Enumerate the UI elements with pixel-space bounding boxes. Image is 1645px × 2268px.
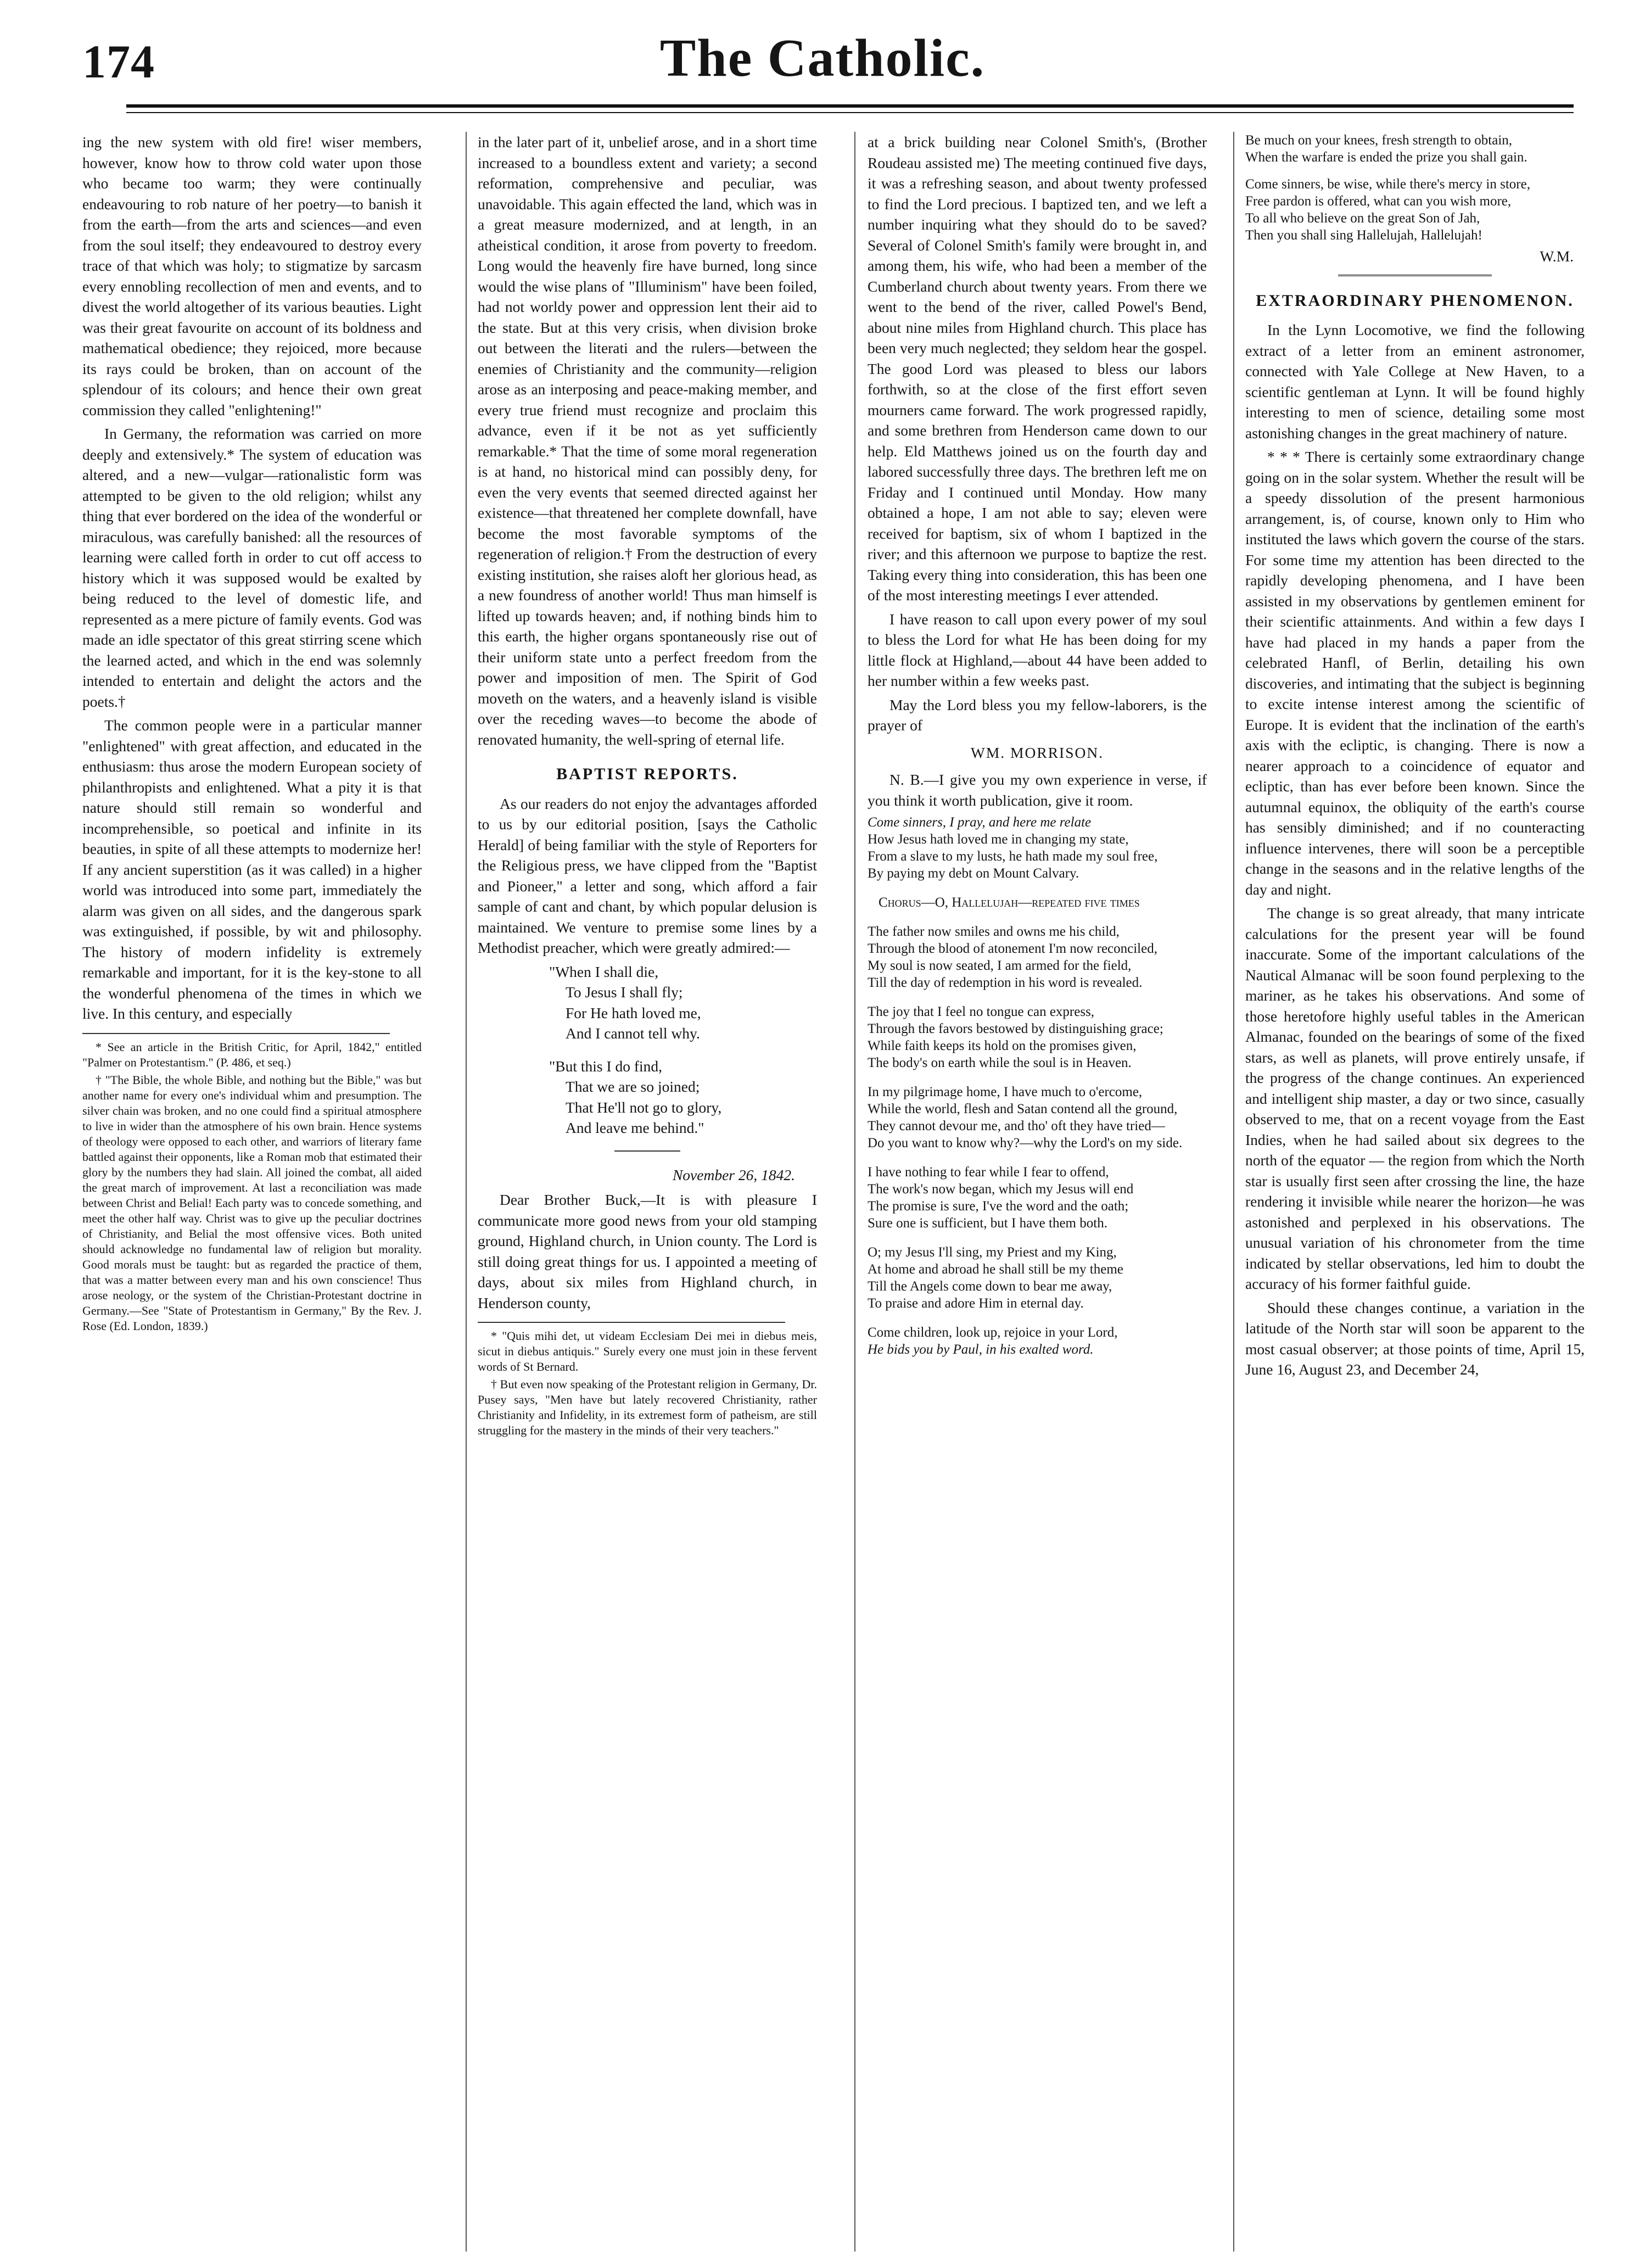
hymn-stanza [868,814,1207,882]
hymn-stanza [868,923,1207,991]
hymn-line: Do you want to know why?—why the Lord's on my side. [868,1136,1183,1150]
column-divider [854,132,855,2252]
letter-paragraph: May the Lord bless you my fellow-laborers, is the prayer of [868,696,1207,734]
article-paragraph: The common people were in a particular manner "enlightened" with great affection, and educated in the enthusiasm: thus arose the modern European society of philanthropists and enlightened. What a pity it is that nature should still remain so wonderful and incomprehensible, so poetical and infinite in its beauties, in spite of all these attempts to modernize her! If any ancient superstition (as it was called) in a higher world was introduced into some part, immediately the alarm was given on all sides, and the dangerous spark was extinguished, if possible, by wit and philosophy. The history of modern infidelity is extremely remarkable and important, for it is the key-stone to all the wonderful phenomena of the times in which we live. In this century, and especially [82,717,422,1022]
hymn-line: To praise and adore Him in eternal day. [868,1296,1084,1311]
header-rule-thin [126,112,1574,113]
hymn-line: They cannot devour me, and tho' oft they have tried— [868,1119,1165,1133]
header-rule [126,104,1574,108]
hymn-continued [1245,132,1585,244]
hymn-line: By paying my debt on Mount Calvary. [868,866,1079,881]
hymn-line: Through the blood of atonement I'm now reconciled, [868,941,1157,956]
article-paragraph: * * * There is certainly some extraordinary change going on in the solar system. Whether the result will be a speedy dissolution of the present harmonious arrangement, is, of course, known only to Him who instituted the laws which govern the course of the stars. For some time my attention has been directed to the rapidly developing phenomena, and I have been assisted in my observations by gentlemen eminent for their scientific attainments. And within a few days I have had placed in my hands a paper from the celebrated Hanfl, of Berlin, detailing his own discoveries, and intimating that the subject is beginning to excite intense interest among the scientific of Europe. It is evident that the inclination of the earth's axis with the ecliptic, is changing. There is now a nearer approach to a coincidence of equator and ecliptic, than has ever before been known. Since the autumnal equinox, the obliquity of the earth's course has sensibly diminished; and if no counteracting influence intervenes, there will soon be a perceptible change in the seasons and in the relative lengths of the day and night. [1245,448,1585,898]
verse-line: And I cannot tell why. [566,1025,700,1042]
hymn-line: While faith keeps its hold on the promises given, [868,1038,1137,1053]
hymn [868,814,1207,1358]
hymn-line: Till the Angels come down to bear me away, [868,1279,1112,1294]
footnote: * See an article in the British Critic, for April, 1842," entitled "Palmer on Protestantism." (P. 486, et seq.) [82,1040,422,1069]
verse-line: "But this I do find, [549,1057,663,1075]
article-paragraph: As our readers do not enjoy the advantages afforded to us by our editorial position, [says the Catholic Herald] of being familiar with the style of Reporters for the Religious press, we have clipped from the "Baptist and Pioneer," a letter and song, which afford a fair sample of cant and chant, by which popular delusion is maintained. We venture to premise some lines by a Methodist preacher, which were greatly admired:— [478,795,817,956]
hymn-stanza [868,1083,1207,1152]
hymn-line: Through the favors bestowed by distinguishing grace; [868,1021,1163,1036]
verse-stanza [478,962,817,1044]
hymn-line: Sure one is sufficient, but I have them both. [868,1216,1107,1231]
column-4 [1245,132,1585,2252]
verse-line: That He'll not go to glory, [566,1098,722,1116]
article-paragraph: in the later part of it, unbelief arose, and in a short time increased to a boundless extent and variety; a second reformation, comprehensive and peculiar, was unavoidable. This again effected the land, which was in a great measure modernized, and at length, in an atheistical condition, it arose from poverty to freedom. Long would the heavenly fire have burned, long since would the wise plans of "Illuminism" have been foiled, had not worldy power and oppression lent their aid to the state. But at this very crisis, when division broke out between the literati and the rulers—between the enemies of Christianity and the community—religion arose as an interposing and peace-making member, and every true friend must recognize and proclaim this advance, even if it be not as yet sufficiently remarkable.* That the time of some moral regeneration is at hand, no historical mind can possibly deny, for even the very events that seemed directed against her existence—that threatened her complete downfall, have become the most favorable symptoms of the regeneration of religion.† From the destruction of every existing institution, she raises aloft her glorious head, as a new foundress of another world! Thus man himself is lifted up towards heaven; and, if nothing binds him to this earth, the higher organs spontaneously rise out of their uniform state unto a perfect freedom from the power and imposition of men. The Spirit of God moveth on the waters, and a heavenly island is visible over the receding waves—to become the abode of renovated humanity, the well-spring of eternal life. [478,133,817,748]
verse-stanza [478,1056,817,1138]
hymn-line: The body's on earth while the soul is in Heaven. [868,1055,1132,1070]
hymn-line: Come sinners, be wise, while there's mercy in store, [1245,177,1530,192]
article-paragraph: Should these changes continue, a variation in the latitude of the North star will soon be apparent to the most casual observer; at those points of time, April 15, June 16, August 23, and December 24, [1245,1299,1585,1378]
section-heading: BAPTIST REPORTS. [556,765,738,783]
hymn-line: Come sinners, I pray, and here me relate [868,815,1092,830]
hymn-line: I have nothing to fear while I fear to offend, [868,1165,1109,1180]
article-paragraph: The change is so great already, that many intricate calculations for the present year will be found inaccurate. Some of the important calculations of the Nautical Almanac will be soon found perplexing to the mariner, as he takes his observations. And some of those heretofore highly useful tables in the American Almanac, founded on the bearings of some of the fixed stars, as well as planets, will prove entirely unsafe, if the progress of the change continues. An experienced and intelligent ship master, a day or two since, casually observed to me, that on a recent voyage from the East Indies, when he had sailed about six degrees to the north of the equator — the region from which the North star is usually first seen after crossing the line, the haze rendering it invisible while nearer the horizon—he was astonished and perplexed in his observations. The unusual variation of his chronometer from the time indicated by stellar observations, led him to doubt the accuracy of his former faithful guide. [1245,904,1585,1292]
footnote-rule [82,1033,390,1034]
footnote: † But even now speaking of the Protestant religion in Germany, Dr. Pusey says, "Men have but lately recovered Christianity, rather Christianity and Infidelity, in its extremest form of patheism, are still struggling for the mastery in the minds of their very teachers." [478,1377,817,1437]
verse-line: And leave me behind." [566,1119,704,1136]
column-2 [478,132,817,2252]
divider [614,1150,680,1152]
page-title: The Catholic. [659,29,986,88]
signature-initials: W.M. [1540,248,1574,265]
hymn-line: O; my Jesus I'll sing, my Priest and my King, [868,1245,1117,1260]
letter-paragraph: I have reason to call upon every power of my soul to bless the Lord for what He has been doing for my little flock at Highland,—about 44 have been added to her number within a few weeks past. [868,610,1207,689]
footnotes [82,1040,422,1334]
chorus-note: Chorus—O, Hallelujah—repeated five times [879,895,1140,910]
hymn-line: The promise is sure, I've the word and the oath; [868,1199,1129,1214]
hymn-line: At home and abroad he shall still be my theme [868,1262,1123,1277]
verse-line: To Jesus I shall fly; [566,984,683,1001]
hymn-line: Then you shall sing Hallelujah, Hallelujah! [1245,228,1482,243]
postscript: N. B.—I give you my own experience in verse, if you think it worth publication, give it room. [868,771,1207,809]
hymn-line: He bids you by Paul, in his exalted word. [868,1342,1094,1357]
hymn-line: Free pardon is offered, what can you wish more, [1245,194,1512,209]
hymn-line: Come children, look up, rejoice in your Lord, [868,1325,1118,1340]
hymn-line: How Jesus hath loved me in changing my state, [868,832,1129,847]
signature: WM. MORRISON. [970,744,1104,761]
hymn-line: When the warfare is ended the prize you shall gain. [1245,150,1528,165]
hymn-line: The father now smiles and owns me his child, [868,924,1120,939]
column-divider [466,132,467,2252]
divider [1338,275,1492,276]
article-paragraph: ing the new system with old fire! wiser members, however, know how to throw cold water upon those who became too warm; they were continually endeavouring to rob nature of her poetry—to banish it from the earth—from the arts and sciences—and even from the soul itself; they endeavoured to destroy every trace of that which was holy; to stigmatize by sarcasm every ennobling recollection of men and events, and to divest the world altogether of its various beauties. Light was their great favourite on account of its boldness and mathematical obedience; they rejoiced, more because its rays could be broken, than on account of the splendour of its colours; and hence their own great commission they called "enlightening!" [82,133,422,418]
hymn-line: To all who believe on the great Son of Jah, [1245,211,1480,226]
letter-paragraph: Dear Brother Buck,—It is with pleasure I communicate more good news from your old stamping ground, Highland church, in Union county. The Lord is still doing great things for us. I appointed a meeting of days, about six miles from Highland church, in Henderson county, [478,1191,817,1311]
hymn-line: Be much on your knees, fresh strength to obtain, [1245,133,1513,148]
hymn-stanza [868,1244,1207,1312]
article-paragraph: In the Lynn Locomotive, we find the following extract of a letter from an eminent astronomer, connected with Yale College at New Haven, to a scientific gentleman at Lynn. It will be found highly interesting to men of science, detailing some most astonishing changes in the great machinery of nature. [1245,321,1585,442]
hymn-line: Till the day of redemption in his word is revealed. [868,975,1143,990]
letter-date: November 26, 1842. [672,1166,795,1183]
verse-line: That we are so joined; [566,1078,700,1095]
footnote: † "The Bible, the whole Bible, and nothing but the Bible," was but another name for every one's individual whim and presumption. The silver chain was broken, and no one could find a spiritual atmosphere to live in wider than the atmosphere of his own brain. Hence systems of theology were opposed to each other, and warriors of literary fame battled against their opponents, like a Roman mob that estimated their glory by the numbers they had slain. All joined the combat, all aided the great march of improvement. At last a reconciliation was made between Christ and Belial! Each party was to concede something, and meet the other half way. Christ was to give up the peculiar doctrines of Christianity, and Belial the most offensive vices. Both united should acknowledge no fundamental law of religion but morality. Good morals must be taught: but as regarded the practice of them, that was a matter between every man and his own conscience! Thus arose neology, or the system of the Christian-Protestant doctrine in Germany.—See "State of Protestantism in Germany," By the Rev. J. Rose (Ed. London, 1839.) [82,1072,422,1333]
verse-line: For He hath loved me, [566,1004,701,1021]
column-1 [82,132,422,2252]
verse-line: "When I shall die, [549,963,659,980]
page-number: 174 [82,35,155,88]
footnote-rule [478,1322,785,1323]
hymn-line: In my pilgrimage home, I have much to o'ercome, [868,1085,1143,1099]
hymn-line: From a slave to my lusts, he hath made my soul free, [868,849,1158,864]
column-divider [1233,132,1234,2252]
section-heading: EXTRAORDINARY PHENOMENON. [1256,291,1574,310]
letter-paragraph: at a brick building near Colonel Smith's, (Brother Roudeau assisted me) The meeting continued five days, it was a refreshing season, and about twenty professed to find the Lord precious. I baptized ten, and we left a number inquiring what they should do to be saved? Several of Colonel Smith's family were brought in, and among them, his wife, who had been a member of the Cumberland church about twenty years. From there we went to the bend of the river, called Powel's Bend, about nine miles from Highland church. This place has been very much neglected; they seldom hear the gospel. The good Lord was pleased to bless our labors forthwith, so at the close of the first effort seven mourners came forward. The work progressed rapidly, and some brethren from Henderson came down to our help. Eld Matthews joined us on the fourth day and labored successfully three days. The brethren left me on Friday and I continued until Monday. How many obtained a hope, I am not able to say; eleven were received for baptism, six of whom I baptized in the river; and this afternoon we purpose to baptize the rest. Taking every thing into consideration, this has been one of the most interesting meetings I ever attended. [868,133,1207,604]
hymn-line: While the world, flesh and Satan contend all the ground, [868,1102,1178,1116]
footnotes [478,1328,817,1438]
hymn-stanza [868,1003,1207,1071]
footnote: * "Quis mihi det, ut videam Ecclesiam Dei mei in diebus meis, sicut in diebus antiquis." Surely every one must join in these fervent words of St Bernard. [478,1329,817,1373]
hymn-stanza [868,1324,1207,1358]
hymn-line: The work's now began, which my Jesus will end [868,1182,1134,1197]
hymn-stanza [868,1164,1207,1232]
article-paragraph: In Germany, the reformation was carried on more deeply and extensively.* The system of education was altered, and a new—vulgar—rationalistic form was attempted to be given to the old religion; whilst any thing that ever bordered on the idea of the wonderful or miraculous, was carefully banished: all the resources of learning were called forth in order to cut off access to history which it was supposed would be exalted by being reduced to the level of domestic life, and represented as a mere picture of family events. God was made an idle spectator of this great stirring scene which the learned acted, and which in the end was solemnly intended to entertain and delight the actors and the poets.† [82,425,422,710]
hymn-line: My soul is now seated, I am armed for the field, [868,958,1132,973]
column-3 [868,132,1207,2252]
hymn-line: The joy that I feel no tongue can express, [868,1004,1095,1019]
